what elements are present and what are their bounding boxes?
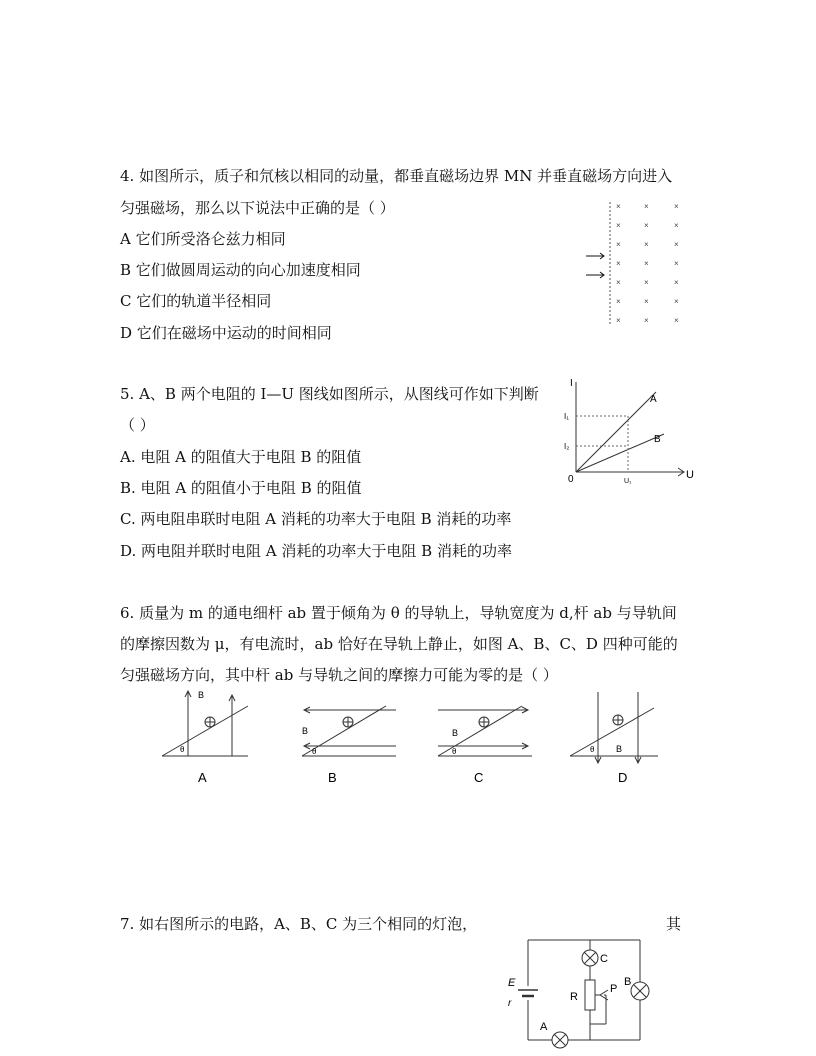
q4-option-b: B 它们做圆周运动的向心加速度相同 [120,261,361,279]
field-cross-4-0: × [616,278,621,287]
q7-stem-trailing: 其 [666,915,682,933]
field-cross-5-1: × [644,297,649,306]
line-a [576,392,656,472]
field-cross-6-1: × [644,316,649,325]
slider-p-label: P [610,983,618,995]
q6-figure-c [432,686,536,786]
figure-a-caption: A [198,770,207,785]
field-cross-4-2: × [674,278,679,287]
field-b-label: B [198,690,205,700]
q4-magnetic-field-figure [580,198,690,330]
q7-circuit-figure [500,936,670,1052]
i-axis-label: I [570,378,573,389]
q5-stem-line1: 5. A、B 两个电阻的 I—U 图线如图所示，从图线可作如下判断 [120,385,539,403]
field-cross-0-2: × [674,202,679,211]
field-cross-1-2: × [674,221,679,230]
q4-option-c: C 它们的轨道半径相同 [120,292,272,310]
line-b [576,434,664,472]
theta-label: θ [180,745,185,754]
theta-label: θ [452,747,457,756]
line-a-label: A [650,394,657,405]
figure-c-caption: C [474,770,484,785]
q5-option-b: B. 电阻 A 的阻值小于电阻 B 的阻值 [120,479,362,497]
resistor-r-label: R [570,991,578,1003]
field-cross-3-2: × [674,259,679,268]
field-cross-1-1: × [644,221,649,230]
lamp-b-label: B [624,976,632,988]
q6-figure-a [158,686,254,786]
field-cross-5-0: × [616,297,621,306]
q6-figure-b [296,686,402,786]
q4-stem-line2: 匀强磁场，那么以下说法中正确的是（ ） [120,199,395,217]
field-cross-3-1: × [644,259,649,268]
figure-d-caption: D [618,770,628,785]
q5-iu-graph [560,372,700,487]
resistor-r-symbol [585,980,595,1010]
q5-stem-line2: （ ） [120,416,155,434]
field-cross-2-0: × [616,240,621,249]
lamp-c-label: C [600,953,608,965]
emf-label: E [508,977,516,989]
q5-option-d: D. 两电阻并联时电阻 A 消耗的功率大于电阻 B 消耗的功率 [120,542,512,560]
q6-stem-line3: 匀强磁场方向，其中杆 ab 与导轨之间的摩擦力可能为零的是（ ） [120,666,558,684]
internal-r-label: r [508,998,512,1009]
field-cross-6-0: × [616,316,621,325]
field-cross-5-2: × [674,297,679,306]
lamp-a-label: A [540,1021,548,1033]
figure-b-caption: B [328,770,337,785]
field-b-label: B [616,744,623,754]
particle-arrows [586,253,604,278]
field-cross-1-0: × [616,221,621,230]
q7-stem-line1: 7. 如右图所示的电路，A、B、C 为三个相同的灯泡， [120,915,478,933]
field-b-label: B [452,728,459,738]
field-cross-2-2: × [674,240,679,249]
i1-label: I₁ [564,412,569,421]
line-b-label: B [654,434,661,445]
field-cross-3-0: × [616,259,621,268]
field-cross-0-1: × [644,202,649,211]
u-axis-label: U [686,469,694,481]
q4-option-a: A 它们所受洛仑兹力相同 [120,230,286,248]
q6-stem-line1: 6. 质量为 m 的通电细杆 ab 置于倾角为 θ 的导轨上，导轨宽度为 d,杆 ab 与导轨间 [120,604,677,622]
field-b-label: B [302,726,309,736]
field-crosses [616,202,679,325]
field-cross-0-0: × [616,202,621,211]
theta-label: θ [312,747,317,756]
q6-stem-line2: 的摩擦因数为 μ，有电流时，ab 恰好在导轨上静止，如图 A、B、C、D 四种可能的 [120,635,678,653]
field-cross-2-1: × [644,240,649,249]
q5-option-a: A. 电阻 A 的阻值大于电阻 B 的阻值 [120,448,362,466]
q4-option-d: D 它们在磁场中运动的时间相同 [120,324,332,342]
i2-label: I₂ [564,442,570,451]
q4-stem-line1: 4. 如图所示，质子和氘核以相同的动量，都垂直磁场边界 MN 并垂直磁场方向进入 [120,167,673,185]
field-cross-4-1: × [644,278,649,287]
theta-label: θ [590,745,595,754]
u1-label: U₁ [624,478,632,485]
field-cross-6-2: × [674,316,679,325]
origin-label: 0 [568,474,574,485]
q6-figure-d [566,686,666,786]
q5-option-c: C. 两电阻串联时电阻 A 消耗的功率大于电阻 B 消耗的功率 [120,510,512,528]
